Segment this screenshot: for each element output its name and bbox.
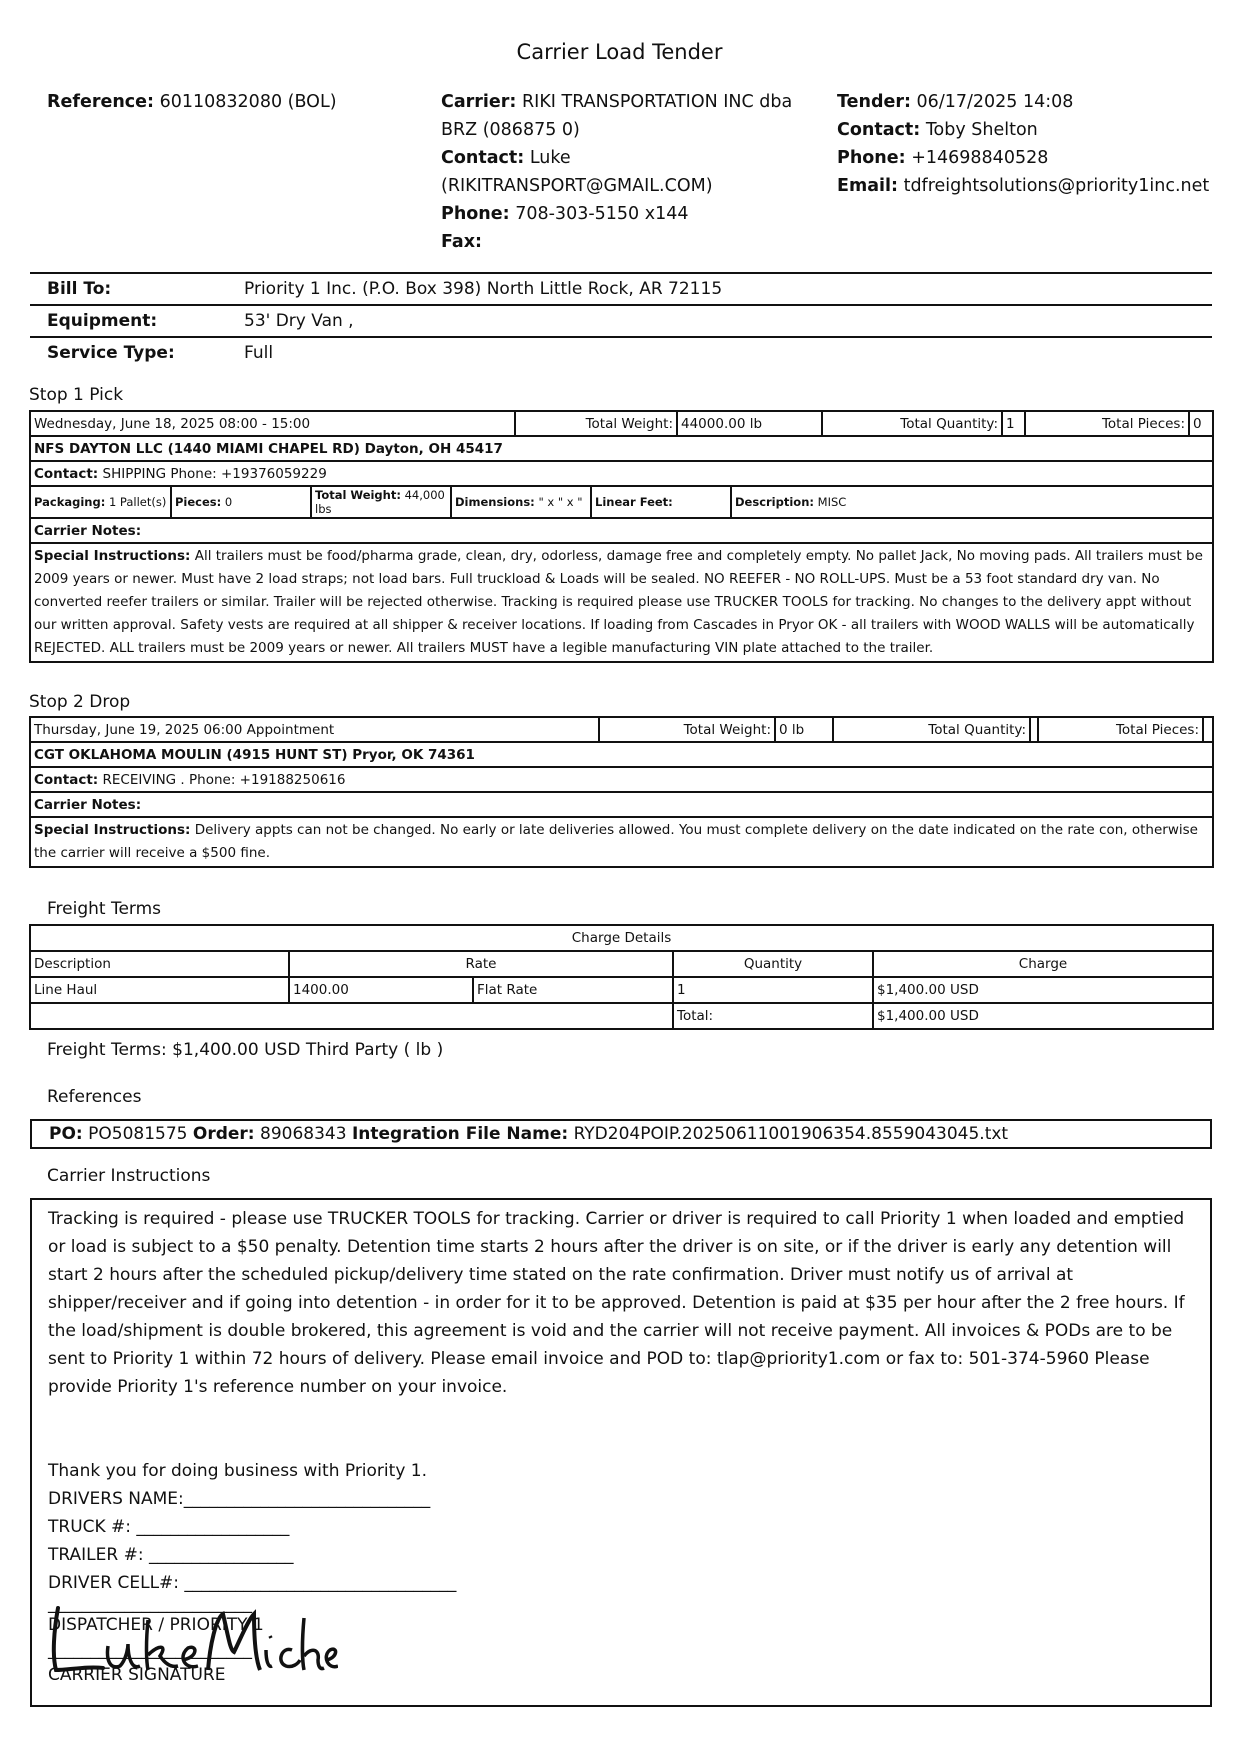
dispatcher-label: DISPATCHER / PRIORITY 1 xyxy=(48,1615,264,1635)
col-quantity: Quantity xyxy=(673,951,873,977)
bill-to-value: Priority 1 Inc. (P.O. Box 398) North Little Rock, AR 72115 xyxy=(244,279,723,299)
service-type-label: Service Type: xyxy=(47,343,175,363)
integration-file-label: Integration File Name: xyxy=(351,1124,569,1144)
carrier-value-2: BRZ (086875 0) xyxy=(441,120,580,140)
stop1-total-quantity-label: Total Quantity: xyxy=(822,411,1002,436)
charge-description: Line Haul xyxy=(30,977,289,1003)
stop1-carrier-notes: Carrier Notes: xyxy=(30,518,1213,543)
stop1-special-instructions xyxy=(30,543,1213,662)
stop1-total-weight-label: Total Weight: xyxy=(515,411,677,436)
description-label: Description: xyxy=(735,495,814,509)
description-cell xyxy=(731,487,1212,517)
truck-field: TRUCK #: __________________ xyxy=(48,1517,290,1537)
stop1-contact-value: SHIPPING Phone: +19376059229 xyxy=(102,465,327,482)
stop1-total-weight-value: 44000.00 lb xyxy=(677,411,822,436)
charge-row xyxy=(30,977,1213,1003)
stop1-table xyxy=(29,410,1214,663)
integration-file-value: RYD204POIP.20250611001906354.8559043045.txt xyxy=(573,1124,1009,1144)
carrier-signature-label: CARRIER SIGNATURE xyxy=(48,1665,226,1685)
stop2-total-pieces-value xyxy=(1203,717,1213,742)
order-label: Order: xyxy=(192,1124,255,1144)
phone2-value: +14698840528 xyxy=(911,148,1049,168)
charge-rate-type: Flat Rate xyxy=(473,977,673,1003)
charge-details-header: Charge Details xyxy=(30,925,1213,951)
packaging-label: Packaging: xyxy=(34,495,106,509)
description-value: MISC xyxy=(817,495,847,509)
stop1-contact-label: Contact: xyxy=(34,465,99,482)
charge-amount: $1,400.00 USD xyxy=(873,977,1213,1003)
equipment-row xyxy=(30,306,1212,338)
stop1-special-label: Special Instructions: xyxy=(34,548,191,564)
service-type-row xyxy=(30,338,1212,368)
tender-label: Tender: xyxy=(837,92,911,112)
phone2-label: Phone: xyxy=(837,148,906,168)
po-label: PO: xyxy=(49,1124,83,1144)
stop2-total-weight-label: Total Weight: xyxy=(599,717,775,742)
fax-label: Fax: xyxy=(441,232,483,252)
col-charge: Charge xyxy=(873,951,1213,977)
pieces-cell xyxy=(171,487,311,517)
stop1-datetime: Wednesday, June 18, 2025 08:00 - 15:00 xyxy=(30,411,515,436)
carrier-value-1: RIKI TRANSPORTATION INC dba xyxy=(522,92,793,112)
charge-rate: 1400.00 xyxy=(289,977,473,1003)
stop2-location: CGT OKLAHOMA MOULIN (4915 HUNT ST) Pryor, OK 74361 xyxy=(30,742,1213,767)
stop2-table xyxy=(29,716,1214,868)
total-label: Total: xyxy=(673,1003,873,1029)
order-value: 89068343 xyxy=(260,1124,347,1144)
weight-value: 44,000 lbs xyxy=(315,488,445,516)
stop2-total-weight-value: 0 lb xyxy=(775,717,833,742)
stop2-special-instructions xyxy=(30,817,1213,867)
carrier-instructions-title: Carrier Instructions xyxy=(47,1166,211,1186)
stop1-contact xyxy=(30,461,1213,486)
carrier-signature-line: ________________________ xyxy=(48,1640,252,1660)
stop1-summary-row xyxy=(30,411,1213,436)
stop1-total-pieces-label: Total Pieces: xyxy=(1025,411,1189,436)
stop1-total-quantity-value: 1 xyxy=(1002,411,1025,436)
equipment-value: 53' Dry Van , xyxy=(244,311,354,331)
service-type-value: Full xyxy=(244,343,274,363)
stop1-packaging-cell xyxy=(30,486,1213,518)
contact-label: Contact: xyxy=(441,148,525,168)
contact-value-2: (RIKITRANSPORT@GMAIL.COM) xyxy=(441,176,713,196)
col-rate: Rate xyxy=(289,951,673,977)
linear-feet-cell xyxy=(591,487,731,517)
stop1-packaging-table xyxy=(31,487,1212,517)
stop2-total-quantity-value xyxy=(1030,717,1038,742)
total-value: $1,400.00 USD xyxy=(873,1003,1213,1029)
packaging-cell xyxy=(31,487,171,517)
stop2-total-pieces-label: Total Pieces: xyxy=(1038,717,1203,742)
stop2-contact-label: Contact: xyxy=(34,771,99,788)
stop1-special-text: All trailers must be food/pharma grade, clean, dry, odorless, damage free and completely empty. No pallet Jack, No moving pads. All trailers must be 2009 years or newer. Must have 2 load straps; not load bars. Full truckload & Loads will be sealed. NO REEFER - NO ROLL-UPS. Must be a 53 foot standard dry van. No converted reefer trailers or similar. Trailer will be rejected otherwise. Tracking is required please use TRUCKER TOOLS for tracking. No changes to the delivery appt without our written approval. Safety vests are required at all shipper & receiver locations. If loading from Cascades in Pryor OK - all trailers with WOOD WALLS will be automatically REJECTED. ALL trailers must be 2009 years or newer. All trailers MUST have a legible manufacturing VIN plate attached to the trailer. xyxy=(34,548,1203,656)
po-value: PO5081575 xyxy=(88,1124,188,1144)
billing-section xyxy=(30,272,1212,368)
carrier-block xyxy=(441,88,811,256)
stop1-location: NFS DAYTON LLC (1440 MIAMI CHAPEL RD) Dayton, OH 45417 xyxy=(30,436,1213,461)
stop2-special-text: Delivery appts can not be changed. No early or late deliveries allowed. You must complete delivery on the date indicated on the rate con, otherwise the carrier will receive a $500 fine. xyxy=(34,822,1198,861)
email-label: Email: xyxy=(837,176,898,196)
dimensions-label: Dimensions: xyxy=(455,495,535,509)
reference-value: 60110832080 (BOL) xyxy=(159,92,337,112)
thanks-line: Thank you for doing business with Priority 1. xyxy=(48,1461,427,1481)
pieces-label: Pieces: xyxy=(175,495,222,509)
pieces-value: 0 xyxy=(224,495,233,509)
email-value: tdfreightsolutions@priority1inc.net xyxy=(903,176,1210,196)
reference-block xyxy=(47,88,427,116)
phone-label: Phone: xyxy=(441,204,510,224)
packaging-value: 1 Pallet(s) xyxy=(108,495,167,509)
total-row xyxy=(30,1003,1213,1029)
bill-to-row xyxy=(30,272,1212,306)
trailer-field: TRAILER #: _________________ xyxy=(48,1545,294,1565)
linear-feet-label: Linear Feet: xyxy=(595,495,673,509)
dispatcher-signature-line: ________________________ xyxy=(48,1594,252,1614)
freight-title: Freight Terms xyxy=(47,899,162,919)
stop2-datetime: Thursday, June 19, 2025 06:00 Appointment xyxy=(30,717,599,742)
weight-label: Total Weight: xyxy=(315,488,401,502)
weight-cell xyxy=(311,487,451,517)
reference-label: Reference: xyxy=(47,92,155,112)
dimensions-cell xyxy=(451,487,591,517)
stop2-contact-value: RECEIVING . Phone: +19188250616 xyxy=(102,771,346,788)
stop2-total-quantity-label: Total Quantity: xyxy=(833,717,1030,742)
stop1-total-pieces-value: 0 xyxy=(1189,411,1213,436)
references-title: References xyxy=(47,1087,142,1107)
tender-value: 06/17/2025 14:08 xyxy=(916,92,1074,112)
stop2-carrier-notes: Carrier Notes: xyxy=(30,792,1213,817)
driver-cell-field: DRIVER CELL#: ________________________________ xyxy=(48,1573,457,1593)
contact2-label: Contact: xyxy=(837,120,921,140)
drivers-name-field: DRIVERS NAME:_____________________________ xyxy=(48,1489,431,1509)
tender-block xyxy=(837,88,1217,200)
instructions-paragraph: Tracking is required - please use TRUCKER TOOLS for tracking. Carrier or driver is required to call Priority 1 when loaded and emptied or load is subject to a $50 penalty. Detention time starts 2 hours after the driver is on site, or if the driver is early any detention will start 2 hours after the scheduled pickup/delivery time stated on the rate confirmation. Driver must notify us of arrival at shipper/receiver and if going into detention - in order for it to be approved. Detention is paid at $35 per hour after the 2 free hours. If the load/shipment is double brokered, this agreement is void and the carrier will not receive payment. All invoices & PODs are to be sent to Priority 1 within 72 hours of delivery. Please email invoice and POD to: tlap@priority1.com or fax to: 501-374-5960 Please provide Priority 1's reference number on your invoice. xyxy=(48,1209,1185,1397)
bill-to-label: Bill To: xyxy=(47,279,112,299)
dimensions-value: " x " x " xyxy=(538,495,583,509)
contact-value-1: Luke xyxy=(529,148,571,168)
stop2-contact xyxy=(30,767,1213,792)
phone-value: 708-303-5150 x144 xyxy=(515,204,689,224)
stop2-special-label: Special Instructions: xyxy=(34,822,191,838)
charge-table xyxy=(29,924,1214,1030)
freight-terms-line: Freight Terms: $1,400.00 USD Third Party ( lb ) xyxy=(47,1040,444,1060)
references-box xyxy=(30,1119,1212,1149)
stop2-title: Stop 2 Drop xyxy=(29,692,131,712)
col-description: Description xyxy=(30,951,289,977)
page-title: Carrier Load Tender xyxy=(516,40,723,64)
contact2-value: Toby Shelton xyxy=(925,120,1038,140)
stop1-title: Stop 1 Pick xyxy=(29,385,124,405)
equipment-label: Equipment: xyxy=(47,311,158,331)
handwritten-signature xyxy=(48,1600,338,1680)
charge-quantity: 1 xyxy=(673,977,873,1003)
carrier-label: Carrier: xyxy=(441,92,517,112)
